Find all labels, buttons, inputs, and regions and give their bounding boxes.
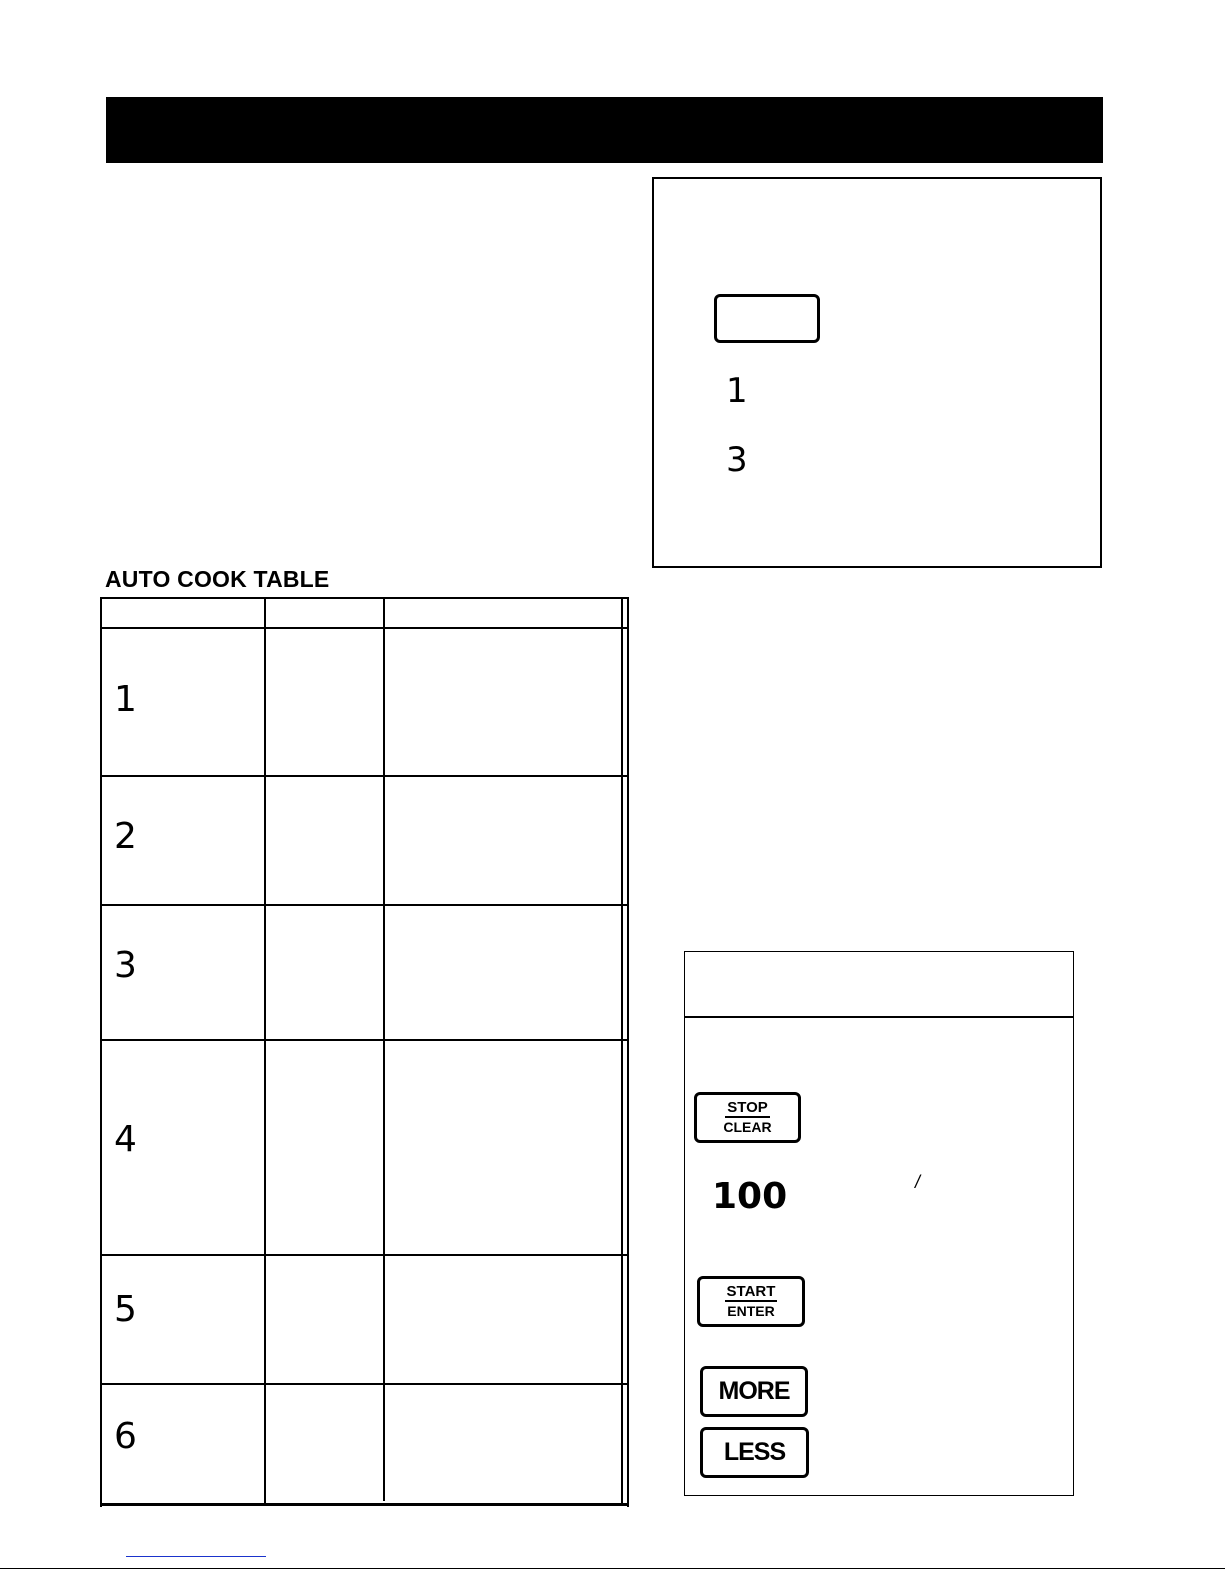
start-enter-button[interactable]: [697, 1276, 805, 1327]
page-bottom-rule: [0, 1568, 1225, 1569]
display-readout: 100: [712, 1176, 788, 1217]
enter-label: ENTER: [727, 1303, 775, 1319]
table-title: AUTO COOK TABLE: [105, 566, 330, 592]
footer-link-underline[interactable]: [126, 1556, 266, 1557]
more-button[interactable]: MORE: [700, 1366, 808, 1417]
section-header-bar: [106, 97, 1103, 163]
less-button[interactable]: LESS: [700, 1427, 809, 1478]
stop-clear-button[interactable]: [694, 1092, 801, 1143]
clear-label: CLEAR: [723, 1119, 772, 1135]
table-row-number: 6: [114, 1416, 137, 1457]
control-box-divider: [684, 1016, 1074, 1018]
auto-cook-table: [100, 597, 629, 1507]
instruction-box: [652, 177, 1102, 568]
table-row-number: 1: [114, 679, 137, 720]
table-row-number: 3: [114, 945, 137, 986]
table-row-number: 4: [114, 1119, 137, 1160]
step-number-3: 3: [726, 440, 748, 480]
table-row-number: 5: [114, 1289, 137, 1330]
start-label: START: [726, 1283, 776, 1300]
step-number-1: 1: [726, 371, 748, 411]
display-indicator: /: [915, 1172, 921, 1192]
table-row-number: 2: [114, 816, 137, 857]
auto-cook-key[interactable]: [714, 294, 820, 343]
stop-label: STOP: [727, 1099, 768, 1116]
